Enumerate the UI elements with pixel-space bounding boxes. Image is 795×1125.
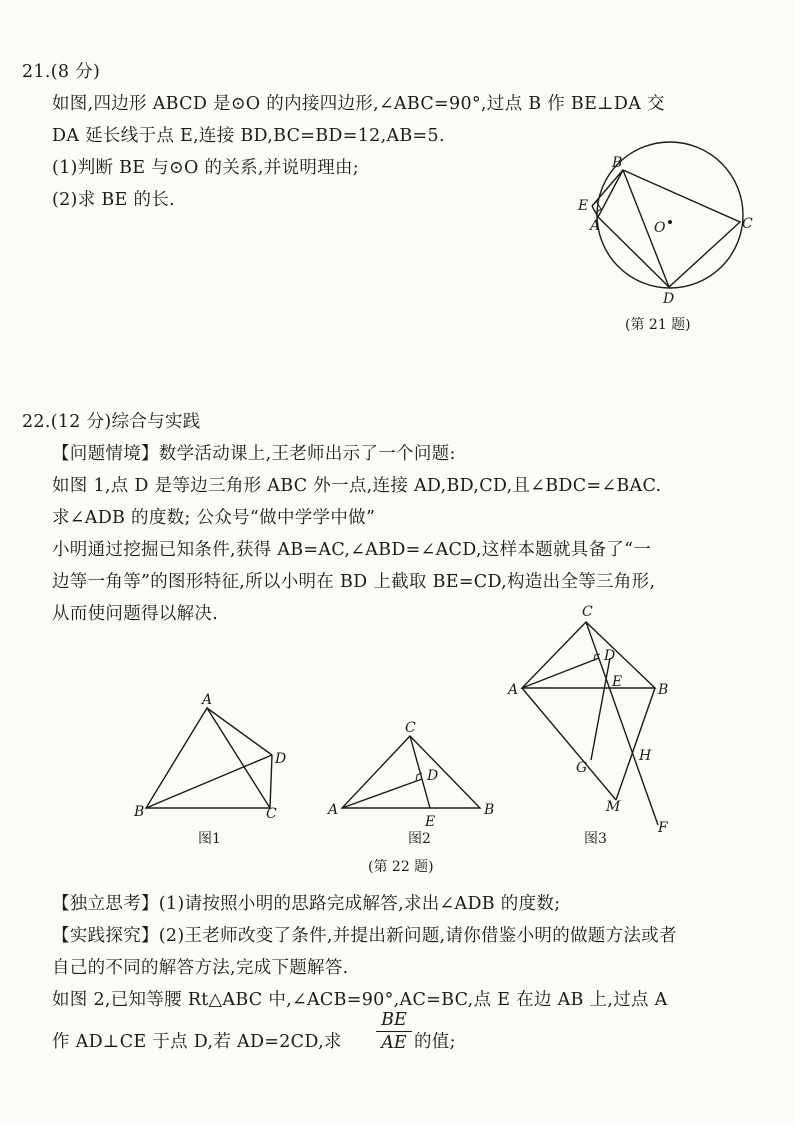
q22-line4: 小明通过挖掘已知条件,获得 AB=AC,∠ABD=∠ACD,这样本题就具备了“一 <box>52 540 652 560</box>
label-b: B <box>658 682 669 698</box>
segment-ad <box>342 779 422 808</box>
q21-text-line1: 如图,四边形 ABCD 是⊙O 的内接四边形,∠ABC=90°,过点 B 作 BE⊥DA 交 <box>52 94 665 114</box>
label-a: A <box>328 802 339 818</box>
q22-line11-end: 的值; <box>414 1032 456 1052</box>
center-dot <box>668 220 672 224</box>
label-b: B <box>612 155 623 171</box>
q22-line10: 如图 2,已知等腰 Rt△ABC 中,∠ACB=90°,AC=BC,点 E 在边 AB 上,过点 A <box>52 990 668 1010</box>
q22-line3: 求∠ADB 的度数; 公众号“做中学学中做” <box>52 508 376 528</box>
q22-figure1 <box>130 690 300 825</box>
q22-line8: 【实践探究】(2)王老师改变了条件,并提出新问题,请你借鉴小明的做题方法或者 <box>52 926 677 946</box>
label-g: G <box>576 760 588 776</box>
q21-caption: (第 21 题) <box>625 317 691 333</box>
fraction-be-over-ae <box>376 1010 412 1053</box>
q22-figure2 <box>325 716 500 830</box>
label-c: C <box>742 216 753 232</box>
q21-part1: (1)判断 BE 与⊙O 的关系,并说明理由; <box>52 158 359 178</box>
q22-line2: 如图 1,点 D 是等边三角形 ABC 外一点,连接 AD,BD,CD,且∠BDC=∠BAC. <box>52 476 662 496</box>
label-m: M <box>606 799 621 815</box>
q21-header: 21.(8 分) <box>22 62 101 82</box>
label-e: E <box>578 198 589 214</box>
label-a: A <box>202 692 213 708</box>
triangle-abc <box>342 736 480 808</box>
fraction-numerator: BE <box>381 1010 407 1030</box>
q22-figures-caption: (第 22 题) <box>368 859 434 875</box>
triangle-abc <box>146 708 270 808</box>
segment-ad <box>207 708 272 755</box>
segment-cd <box>270 755 272 808</box>
q22-line7: 【独立思考】(1)请按照小明的思路完成解答,求出∠ADB 的度数; <box>52 894 561 914</box>
label-a: A <box>508 682 519 698</box>
q22-line1: 【问题情境】数学活动课上,王老师出示了一个问题: <box>52 444 456 464</box>
segment-eg <box>591 658 610 760</box>
q21-figure <box>560 140 780 310</box>
segment-cf <box>586 622 658 825</box>
q22-figure3 <box>500 600 690 840</box>
label-a: A <box>590 218 601 234</box>
label-o: O <box>654 220 666 236</box>
triangle-abc <box>522 622 655 688</box>
fraction-bar <box>376 1031 412 1032</box>
label-c: C <box>266 806 277 822</box>
label-f: F <box>658 820 668 836</box>
q21-text-line2: DA 延长线于点 E,连接 BD,BC=BD=12,AB=5. <box>52 126 445 146</box>
fraction-denominator: AE <box>381 1033 407 1053</box>
segment-ad <box>522 658 599 688</box>
label-d: D <box>604 648 616 664</box>
label-c: C <box>405 720 416 736</box>
q22-line6: 从而使问题得以解决. <box>52 604 219 624</box>
q22-figure1-caption: 图1 <box>198 831 221 847</box>
segment-bm <box>616 688 655 800</box>
q22-line11-start: 作 AD⊥CE 于点 D,若 AD=2CD,求 <box>52 1032 342 1052</box>
label-d: D <box>427 768 439 784</box>
label-d: D <box>275 751 287 767</box>
q22-line9: 自己的不同的解答方法,完成下题解答. <box>52 958 349 978</box>
label-h: H <box>639 748 652 764</box>
label-e: E <box>425 814 436 830</box>
label-e: E <box>612 674 623 690</box>
q22-figure3-caption: 图3 <box>584 831 607 847</box>
q22-header: 22.(12 分)综合与实践 <box>22 412 201 432</box>
label-b: B <box>134 804 145 820</box>
label-c: C <box>582 604 593 620</box>
label-d: D <box>663 291 675 307</box>
q22-figure2-caption: 图2 <box>408 831 431 847</box>
q21-part2: (2)求 BE 的长. <box>52 190 175 210</box>
label-b: B <box>484 802 495 818</box>
q22-line5: 边等一角等”的图形特征,所以小明在 BD 上截取 BE=CD,构造出全等三角形, <box>52 572 656 592</box>
